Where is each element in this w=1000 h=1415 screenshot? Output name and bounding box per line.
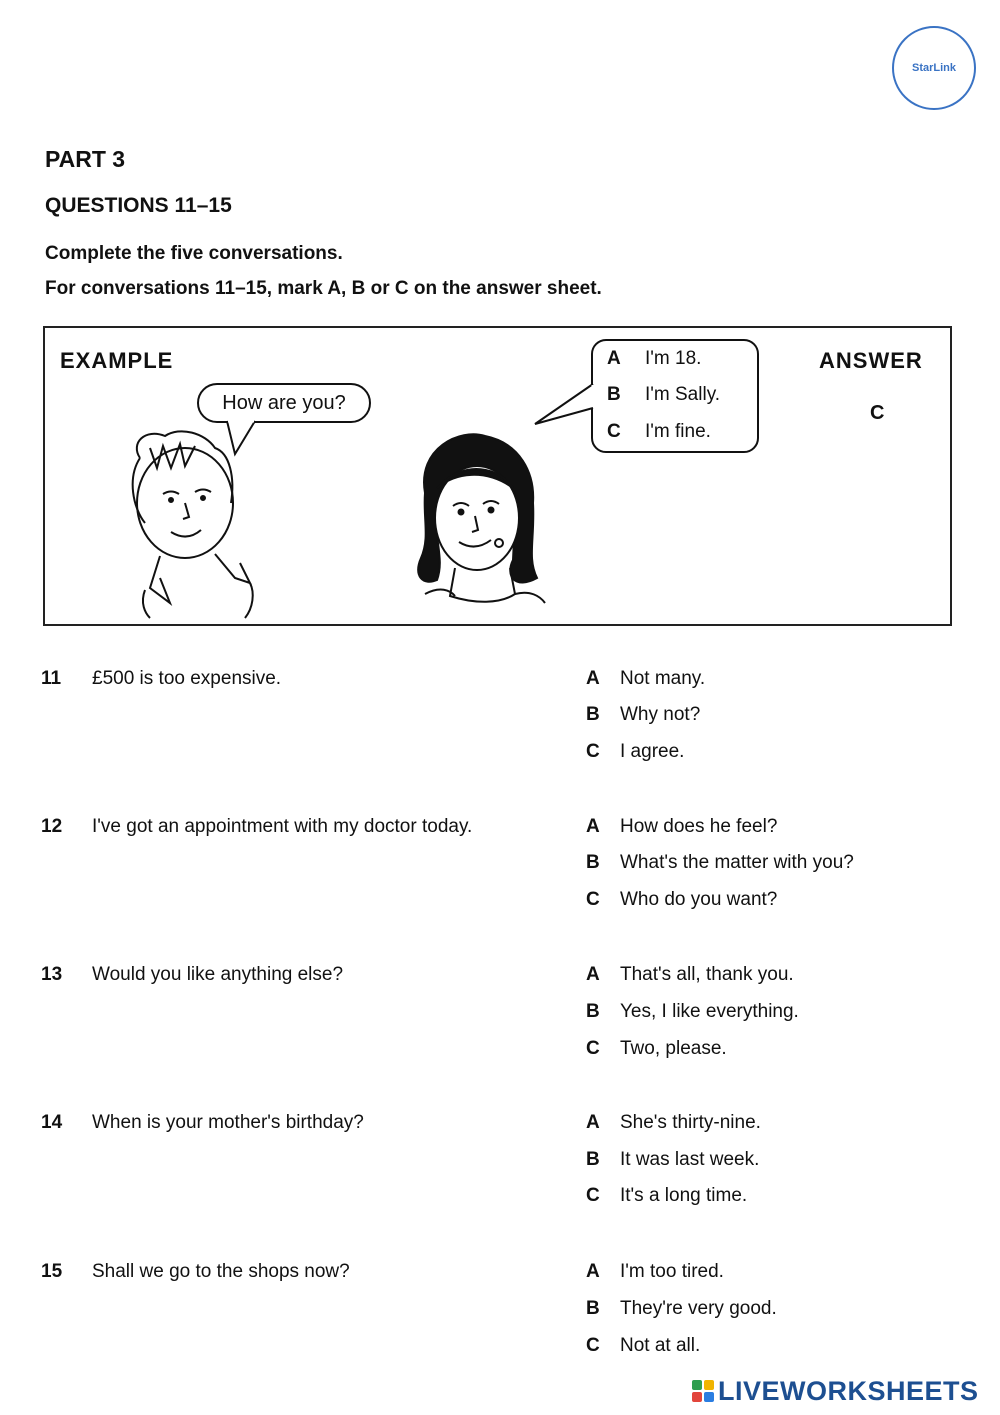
option-text-c[interactable]: It's a long time.	[620, 1185, 748, 1206]
option-letter-b: B	[586, 1149, 600, 1170]
option-text-c[interactable]: Not at all.	[620, 1335, 701, 1356]
option-letter-c: C	[586, 1335, 600, 1356]
option-text-a[interactable]: That's all, thank you.	[620, 964, 794, 985]
option-text-c[interactable]: Two, please.	[620, 1038, 727, 1059]
question-number: 14	[41, 1112, 63, 1133]
question-text: When is your mother's birthday?	[92, 1112, 364, 1133]
question-number: 15	[41, 1261, 63, 1282]
option-letter: B	[607, 384, 621, 405]
option-text-c[interactable]: I agree.	[620, 741, 685, 762]
liveworksheets-icon	[692, 1380, 714, 1402]
option-letter-c: C	[586, 1038, 600, 1059]
question-number: 13	[41, 964, 63, 985]
option-letter-b: B	[586, 1001, 600, 1022]
question-text: I've got an appointment with my doctor today.	[92, 816, 473, 837]
liveworksheets-brand	[692, 1376, 979, 1406]
example-box	[43, 326, 952, 626]
option-text-a[interactable]: She's thirty-nine.	[620, 1112, 761, 1133]
question-text: £500 is too expensive.	[92, 668, 282, 689]
option-letter-b: B	[586, 1298, 600, 1319]
question-number: 12	[41, 816, 63, 837]
speech-bubble-left-tail	[227, 421, 255, 454]
option-letter-b: B	[586, 704, 600, 725]
option-text: I'm Sally.	[645, 384, 721, 405]
option-text-b[interactable]: They're very good.	[620, 1298, 777, 1319]
instruction-line-1: Complete the five conversations.	[45, 243, 343, 264]
option-text-b[interactable]: Why not?	[620, 704, 701, 725]
example-illustration	[45, 328, 950, 624]
option-text-c[interactable]: Who do you want?	[620, 889, 778, 910]
part-title: PART 3	[45, 146, 126, 172]
option-text: I'm 18.	[645, 348, 702, 369]
option-text-b[interactable]: Yes, I like everything.	[620, 1001, 799, 1022]
option-letter-c: C	[586, 741, 600, 762]
option-letter-a: A	[586, 1112, 600, 1133]
questions-title: QUESTIONS 11–15	[45, 194, 232, 217]
girl-illustration	[418, 434, 545, 603]
option-letter-a: A	[586, 816, 600, 837]
example-prompt: How are you?	[222, 391, 346, 414]
option-text-b[interactable]: What's the matter with you?	[620, 852, 854, 873]
instruction-line-2: For conversations 11–15, mark A, B or C on the answer sheet.	[45, 278, 602, 299]
question-number: 11	[41, 668, 62, 689]
option-letter-a: A	[586, 668, 600, 689]
question-text: Would you like anything else?	[92, 964, 344, 985]
option-letter-c: C	[586, 1185, 600, 1206]
option-letter-b: B	[586, 852, 600, 873]
example-label: EXAMPLE	[60, 348, 174, 373]
answer-label: ANSWER	[819, 348, 923, 373]
question-text: Shall we go to the shops now?	[92, 1261, 350, 1282]
option-letter: A	[607, 348, 621, 369]
logo-text: StarLink	[911, 62, 956, 74]
option-text-b[interactable]: It was last week.	[620, 1149, 760, 1170]
option-text-a[interactable]: How does he feel?	[620, 816, 778, 837]
option-letter: C	[607, 421, 621, 442]
speech-bubble-right-tail	[535, 384, 593, 424]
option-letter-a: A	[586, 964, 600, 985]
option-letter-a: A	[586, 1261, 600, 1282]
option-text-a[interactable]: I'm too tired.	[620, 1261, 724, 1282]
option-text-a[interactable]: Not many.	[620, 668, 706, 689]
option-letter-c: C	[586, 889, 600, 910]
starlink-logo	[892, 26, 976, 110]
liveworksheets-text: LIVEWORKSHEETS	[718, 1375, 979, 1406]
option-text: I'm fine.	[645, 421, 711, 442]
answer-value: C	[870, 402, 885, 424]
boy-illustration	[133, 431, 253, 618]
